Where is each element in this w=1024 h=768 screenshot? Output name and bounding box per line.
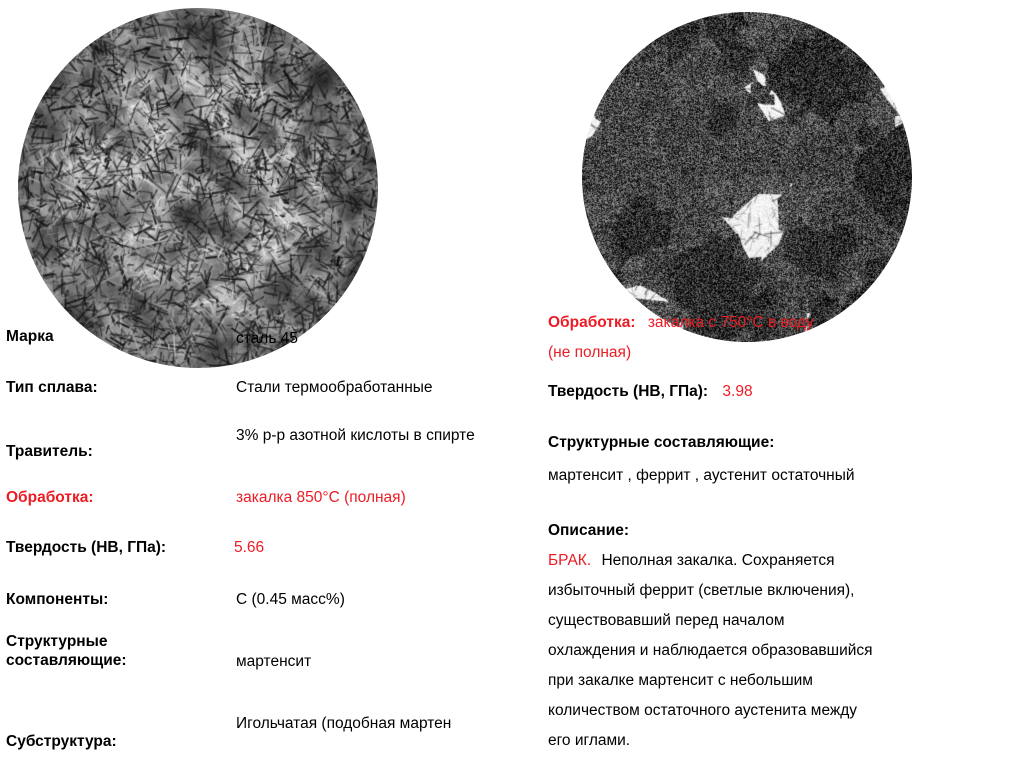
label-brand: Марка — [6, 328, 54, 345]
defect-badge: БРАК. — [548, 552, 592, 569]
right-description-line-7: его иглами. — [548, 732, 631, 749]
right-description-line-1: БРАК. Неполная закалка. Сохраняется — [548, 552, 835, 569]
right-description-line-4: охлаждения и наблюдается образовавшийся — [548, 642, 873, 659]
right-description-line-2: избыточный феррит (светлые включения), — [548, 582, 855, 599]
right-treatment-value: закалка с 750°С в воду — [647, 314, 814, 331]
value-substructure: Игольчатая (подобная мартен — [236, 715, 452, 732]
micrograph-right-canvas — [582, 12, 912, 342]
label-structural-constituents: Структурные составляющие: — [6, 633, 127, 670]
right-structure-label: Структурные составляющие: — [548, 434, 775, 451]
right-description-label: Описание: — [548, 522, 630, 539]
value-components: С (0.45 масс%) — [236, 591, 345, 608]
label-treatment: Обработка: — [6, 489, 94, 506]
right-hardness-label: Твердость (НВ, ГПа): — [548, 383, 709, 400]
right-description-line-5: при закалке мартенсит с небольшим — [548, 672, 813, 689]
value-etchant: 3% р-р азотной кислоты в спирте — [236, 427, 475, 444]
label-etchant: Травитель: — [6, 443, 93, 460]
value-alloy-type: Стали термообработанные — [236, 379, 433, 396]
label-components: Компоненты: — [6, 591, 109, 608]
right-description-line-6: количеством остаточного аустенита между — [548, 702, 858, 719]
right-description-line-3: существовавший перед началом — [548, 612, 785, 629]
label-hardness: Твердость (НВ, ГПа): — [6, 539, 167, 556]
right-structure-value: мартенсит , феррит , аустенит остаточный — [548, 467, 855, 484]
right-treatment-label: Обработка: — [548, 314, 636, 331]
micrograph-right-image — [582, 12, 912, 342]
right-treatment-line — [548, 313, 1010, 334]
micrograph-left-canvas — [18, 8, 378, 368]
value-treatment: закалка 850°С (полная) — [236, 489, 406, 506]
label-substructure: Субструктура: — [6, 733, 117, 750]
right-hardness-line — [548, 382, 1010, 403]
micrograph-left-image — [18, 8, 378, 368]
value-structural-constituents: мартенсит — [236, 653, 312, 670]
value-brand: сталь 45 — [236, 330, 298, 347]
right-treatment-note: (не полная) — [548, 344, 632, 361]
right-hardness-value: 3.98 — [722, 383, 753, 400]
label-alloy-type: Тип сплава: — [6, 379, 98, 396]
value-hardness: 5.66 — [234, 539, 265, 556]
